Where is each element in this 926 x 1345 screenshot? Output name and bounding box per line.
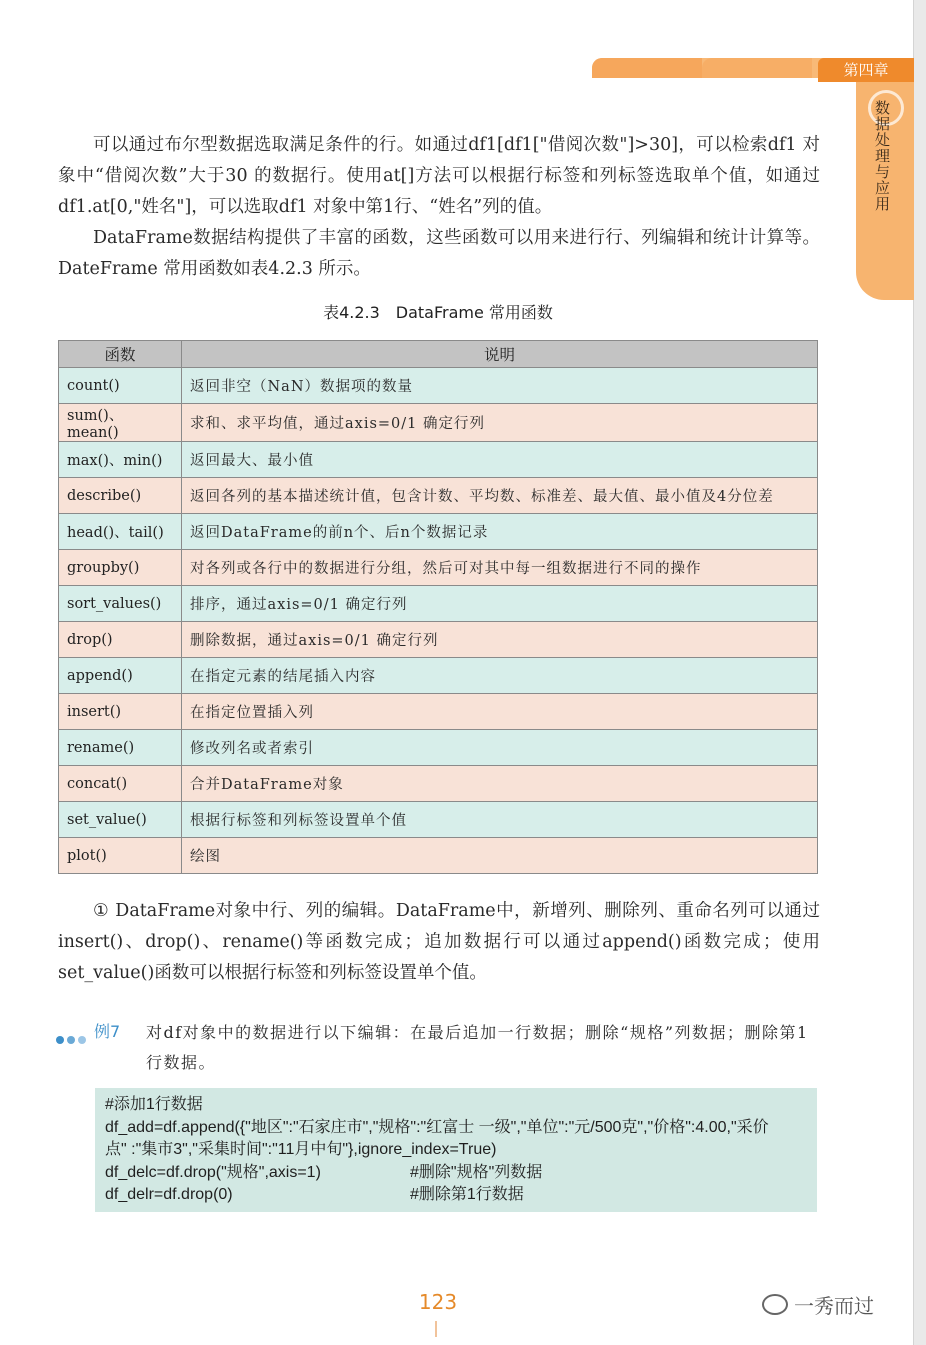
function-name-cell: rename() bbox=[59, 730, 182, 766]
code-text: df_add=df.append({"地区":"石家庄市","规格":"红富士 一级","单位":"元/500克","价格":4.00,"采价 bbox=[105, 1118, 769, 1136]
header-band-segment bbox=[702, 58, 812, 78]
function-name-cell: groupby() bbox=[59, 550, 182, 586]
table-row bbox=[59, 622, 818, 658]
page-edge bbox=[913, 0, 926, 1345]
function-description-cell: 在指定位置插入列 bbox=[182, 694, 818, 730]
code-block bbox=[95, 1088, 817, 1212]
table-row bbox=[59, 658, 818, 694]
example-text: 对df对象中的数据进行以下编辑：在最后追加一行数据；删除“规格”列数据；删除第1 行数据。 bbox=[146, 1023, 809, 1072]
function-name-cell: plot() bbox=[59, 838, 182, 874]
code-line bbox=[105, 1184, 807, 1207]
functions-table bbox=[58, 340, 818, 874]
table-row bbox=[59, 730, 818, 766]
code-line bbox=[105, 1162, 807, 1185]
table-row bbox=[59, 550, 818, 586]
table-row bbox=[59, 514, 818, 550]
function-description-cell: 排序，通过axis=0/1 确定行列 bbox=[182, 586, 818, 622]
header-band-segment bbox=[592, 58, 702, 78]
table-caption: 表4.2.3 DataFrame 常用函数 bbox=[323, 303, 553, 322]
function-description-cell: 删除数据，通过axis=0/1 确定行列 bbox=[182, 622, 818, 658]
column-header-function: 函数 bbox=[59, 341, 182, 368]
function-name-cell: head()、tail() bbox=[59, 514, 182, 550]
function-description-cell: 在指定元素的结尾插入内容 bbox=[182, 658, 818, 694]
code-text: df_delr=df.drop(0) bbox=[105, 1186, 233, 1203]
code-text: #添加1行数据 bbox=[105, 1096, 203, 1113]
function-name-cell: set_value() bbox=[59, 802, 182, 838]
paragraph: DataFrame数据结构提供了丰富的函数，这些函数可以用来进行行、列编辑和统计计算等。DateFrame 常用函数如表4.2.3 所示。 bbox=[58, 228, 820, 279]
example-label: 例7 bbox=[94, 1022, 121, 1041]
table-row bbox=[59, 694, 818, 730]
code-line bbox=[105, 1139, 807, 1162]
table-row bbox=[59, 586, 818, 622]
page-tick bbox=[435, 1321, 437, 1337]
table-row bbox=[59, 442, 818, 478]
table-row bbox=[59, 404, 818, 442]
side-label: 数据处理与应用 bbox=[873, 100, 891, 212]
code-comment: #删除"规格"列数据 bbox=[410, 1163, 543, 1181]
paragraph: 可以通过布尔型数据选取满足条件的行。如通过df1[df1["借阅次数"]>30]，可以检索df1 对象中“借阅次数”大于30 的数据行。使用at[]方法可以根据行标签和列标签选取单个值，如通过df1.at[0,"姓名"]，可以选取df1 对象中第1行、“姓名”列的值。 bbox=[58, 135, 820, 217]
function-description-cell: 返回非空（NaN）数据项的数量 bbox=[182, 368, 818, 404]
function-name-cell: insert() bbox=[59, 694, 182, 730]
code-line bbox=[105, 1094, 807, 1117]
function-description-cell: 根据行标签和列标签设置单个值 bbox=[182, 802, 818, 838]
example-dots-icon bbox=[56, 1029, 96, 1039]
table-row bbox=[59, 802, 818, 838]
function-description-cell: 合并DataFrame对象 bbox=[182, 766, 818, 802]
section-paragraph: ① DataFrame对象中行、列的编辑。DataFrame中，新增列、删除列、重命名列可以通过insert()、drop()、rename()等函数完成；追加数据行可以通过append()函数完成；使用set_value()函数可以根据行标签和列标签设置单个值。 bbox=[58, 901, 820, 983]
table-body bbox=[59, 368, 818, 874]
table-row bbox=[59, 766, 818, 802]
code-line bbox=[105, 1117, 807, 1140]
function-name-cell: drop() bbox=[59, 622, 182, 658]
function-name-cell: describe() bbox=[59, 478, 182, 514]
function-description-cell: 求和、求平均值，通过axis=0/1 确定行列 bbox=[182, 404, 818, 442]
function-name-cell: sum()、mean() bbox=[59, 404, 182, 442]
function-description-cell: 修改列名或者索引 bbox=[182, 730, 818, 766]
function-description-cell: 返回各列的基本描述统计值，包含计数、平均数、标准差、最大值、最小值及4分位差 bbox=[182, 478, 818, 514]
table-row bbox=[59, 478, 818, 514]
watermark bbox=[762, 1290, 874, 1319]
function-name-cell: sort_values() bbox=[59, 586, 182, 622]
wechat-icon bbox=[762, 1294, 788, 1315]
function-name-cell: concat() bbox=[59, 766, 182, 802]
function-description-cell: 绘图 bbox=[182, 838, 818, 874]
table-header-row bbox=[59, 341, 818, 368]
table-row bbox=[59, 838, 818, 874]
code-comment: #删除第1行数据 bbox=[410, 1186, 524, 1203]
chapter-tab: 第四章 bbox=[818, 58, 914, 82]
function-description-cell: 返回最大、最小值 bbox=[182, 442, 818, 478]
function-name-cell: max()、min() bbox=[59, 442, 182, 478]
page-number: 123 bbox=[418, 1290, 458, 1314]
column-header-description: 说明 bbox=[182, 341, 818, 368]
function-name-cell: count() bbox=[59, 368, 182, 404]
function-description-cell: 返回DataFrame的前n个、后n个数据记录 bbox=[182, 514, 818, 550]
code-text: 点" :"集市3","采集时间":"11月中旬"},ignore_index=True) bbox=[105, 1141, 497, 1158]
code-text: df_delc=df.drop("规格",axis=1) bbox=[105, 1163, 321, 1181]
table-row bbox=[59, 368, 818, 404]
function-description-cell: 对各列或各行中的数据进行分组，然后可对其中每一组数据进行不同的操作 bbox=[182, 550, 818, 586]
watermark-text: 一秀而过 bbox=[794, 1294, 874, 1318]
function-name-cell: append() bbox=[59, 658, 182, 694]
